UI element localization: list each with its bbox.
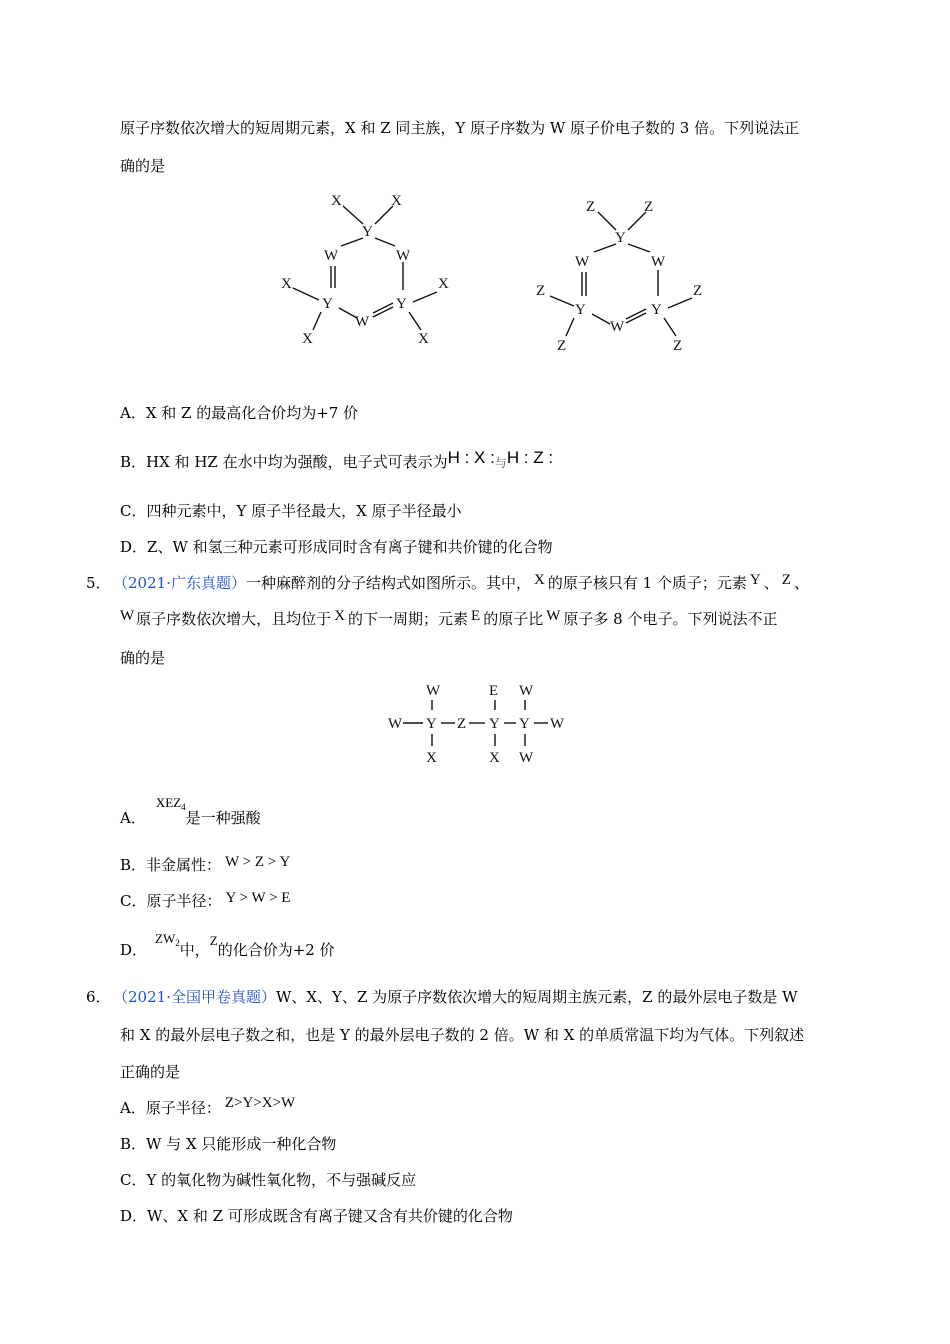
q5-source: （2021·广东真题） <box>113 574 246 592</box>
diagram-atom: Z <box>457 716 467 732</box>
q4-stem-line-2: 确的是 <box>120 157 166 175</box>
q4-structure-diagram-x <box>275 188 465 348</box>
diagram-atom: W <box>396 248 411 264</box>
q5-sym: W <box>546 608 561 624</box>
q5-text: 的下一周期；元素 <box>348 610 469 628</box>
q5-option-d-z: Z <box>209 933 218 948</box>
diagram-atom: W <box>388 716 403 732</box>
diagram-atom: X <box>391 193 402 209</box>
q6-option-a-expr: Z>Y>X>W <box>224 1095 296 1111</box>
diagram-atom: Y <box>615 230 626 246</box>
diagram-atom: Y <box>362 224 373 240</box>
diagram-atom: Z <box>673 338 683 354</box>
diagram-atom: Y <box>489 716 500 732</box>
q6-option-d[interactable]: D．W、X 和 Z 可形成既含有离子键又含有共价键的化合物 <box>120 1207 513 1225</box>
q5-sym: W <box>120 608 135 624</box>
diagram-atom: X <box>426 750 437 766</box>
q5-text: 原子多 8 个电子。下列说法不正 <box>563 610 778 628</box>
diagram-atom: X <box>331 193 342 209</box>
diagram-atom: Z <box>536 283 546 299</box>
q5-structure-diagram <box>385 680 575 772</box>
diagram-atom: W <box>519 683 534 699</box>
diagram-atom: Z <box>586 199 596 215</box>
diagram-atom: W <box>610 319 625 335</box>
diagram-atom: Y <box>322 296 333 312</box>
q5-sym: X <box>533 572 545 588</box>
diagram-atom: W <box>426 683 441 699</box>
q6-stem-line-1 <box>113 987 798 1007</box>
q6-option-c[interactable]: C．Y 的氧化物为碱性氧化物，不与强碱反应 <box>120 1171 417 1189</box>
q5-text: 一种麻醉剂的分子结构式如图所示。其中， <box>245 574 531 592</box>
formula-sub: 4 <box>181 802 186 812</box>
q5-stem-line-3: 确的是 <box>120 649 166 667</box>
q5-text: 、 <box>763 574 779 592</box>
q4-option-b-text: B．HX 和 HZ 在水中均为强酸，电子式可表示为 <box>120 453 448 471</box>
q6-number: 6． <box>86 988 111 1006</box>
diagram-atom: Z <box>693 283 703 299</box>
q6-source: （2021·全国甲卷真题） <box>113 988 276 1006</box>
diagram-atom: W <box>519 750 534 766</box>
q5-option-c-label: C．原子半径： <box>120 892 222 910</box>
diagram-atom: E <box>489 683 499 699</box>
q5-option-d-text: 的化合价为+2 价 <box>217 941 335 959</box>
diagram-atom: Y <box>651 302 662 318</box>
q5-stem-line-1 <box>113 573 809 594</box>
diagram-atom: W <box>651 254 666 270</box>
q5-option-b-label: B．非金属性： <box>120 856 222 874</box>
q5-sym: E <box>471 608 481 624</box>
diagram-atom: X <box>438 276 449 292</box>
q5-stem-line-2 <box>120 609 778 630</box>
q5-option-d[interactable] <box>120 931 335 965</box>
diagram-atom: X <box>302 331 313 347</box>
q5-option-b[interactable] <box>120 855 290 876</box>
q6-option-a[interactable] <box>120 1095 296 1119</box>
q6-text: W、X、Y、Z 为原子序数依次增大的短周期主族元素，Z 的最外层电子数是 W <box>275 988 798 1006</box>
q4-structure-diagram-z <box>530 192 720 357</box>
formula-text: ZW <box>155 931 176 946</box>
diagram-atom: Z <box>557 338 567 354</box>
diagram-atom: Y <box>426 716 437 732</box>
lewis-structure-hx: H : X : <box>447 448 495 467</box>
q5-option-a-label: A． <box>120 809 146 827</box>
diagram-atom: X <box>281 276 292 292</box>
q5-option-d-formula <box>155 931 180 946</box>
diagram-atom: Y <box>519 716 530 732</box>
q5-sym: Y <box>749 572 761 588</box>
q5-option-a-text: 是一种强酸 <box>185 809 261 827</box>
diagram-atom: W <box>550 716 565 732</box>
q5-text: 的原子比 <box>483 610 544 628</box>
q6-option-b[interactable]: B．W 与 X 只能形成一种化合物 <box>120 1135 337 1153</box>
q5-text: 原子序数依次增大，且均位于 <box>136 610 332 628</box>
q5-sym: Z <box>781 572 791 588</box>
q4-option-b[interactable] <box>120 448 554 473</box>
formula-sub: 2 <box>175 938 180 948</box>
q4-option-c[interactable]: C．四种元素中，Y 原子半径最大，X 原子半径最小 <box>120 502 462 520</box>
q6-stem-line-2: 和 X 的最外层电子数之和，也是 Y 的最外层电子数的 2 倍。W 和 X 的单质常温下均为气体。下列叙述 <box>120 1026 805 1044</box>
diagram-atom: Z <box>644 199 654 215</box>
q4-option-b-mid: 与 <box>494 456 507 470</box>
formula-text: XEZ <box>155 795 182 810</box>
q5-option-a[interactable] <box>120 795 261 833</box>
q5-option-d-mid: 中， <box>179 941 210 959</box>
diagram-atom: W <box>575 254 590 270</box>
q5-text: 的原子核只有 1 个质子；元素 <box>547 574 747 592</box>
q4-stem-line-1: 原子序数依次增大的短周期元素，X 和 Z 同主族，Y 原子序数为 W 原子价电子数的 3 倍。下列说法正 <box>120 119 800 137</box>
q6-stem-line-3: 正确的是 <box>120 1063 181 1081</box>
q6-option-a-label: A．原子半径： <box>120 1099 221 1117</box>
q5-option-a-formula <box>156 795 186 810</box>
diagram-atom: W <box>324 248 339 264</box>
q4-option-d[interactable]: D．Z、W 和氢三种元素可形成同时含有离子键和共价键的化合物 <box>120 538 553 556</box>
q5-option-c[interactable] <box>120 891 290 912</box>
diagram-atom: Y <box>575 302 586 318</box>
q5-option-b-expr: W > Z > Y <box>225 854 291 870</box>
q5-number: 5． <box>86 574 111 592</box>
q5-option-d-label: D． <box>120 941 148 959</box>
q5-option-c-expr: Y > W > E <box>225 890 291 906</box>
diagram-atom: W <box>355 314 370 330</box>
lewis-structure-hz: H : Z : <box>506 448 554 467</box>
q5-sym: X <box>334 608 346 624</box>
diagram-atom: X <box>418 331 429 347</box>
q4-option-a[interactable]: A．X 和 Z 的最高化合价均为+7 价 <box>120 404 359 422</box>
q5-text: 、 <box>793 574 809 592</box>
diagram-atom: X <box>489 750 500 766</box>
diagram-atom: Y <box>396 296 407 312</box>
